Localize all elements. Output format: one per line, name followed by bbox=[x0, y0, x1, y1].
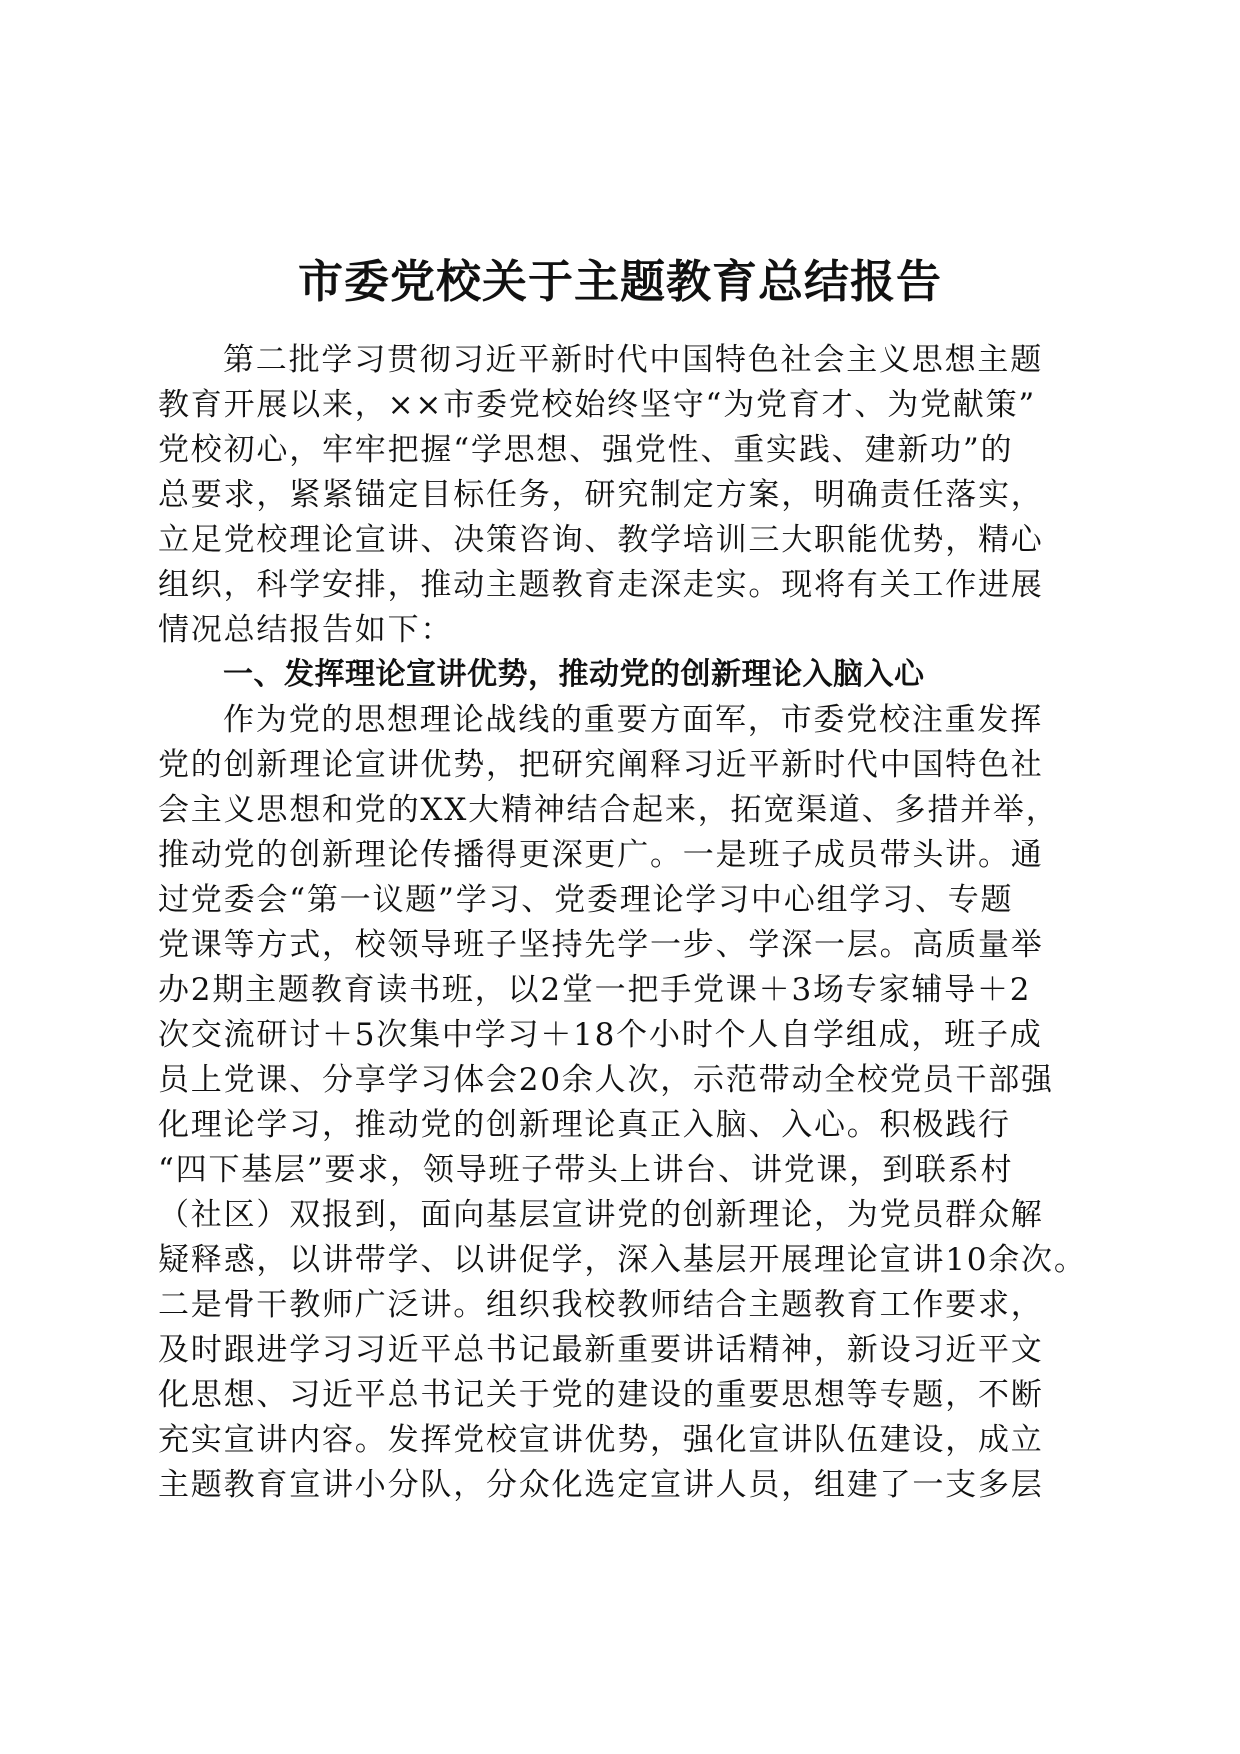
section-1-line-15: 及时跟进学习习近平总书记最新重要讲话精神，新设习近平文 bbox=[158, 1332, 1044, 1368]
section-1-line-10: 化理论学习，推动党的创新理论真正入脑、入心。积极践行 bbox=[158, 1107, 1011, 1143]
section-1-heading: 一、发挥理论宣讲优势，推动党的创新理论入脑入心 bbox=[223, 657, 925, 692]
intro-line-6: 组织，科学安排，推动主题教育走深走实。现将有关工作进展 bbox=[158, 567, 1044, 603]
section-1-line-17: 充实宣讲内容。发挥党校宣讲优势，强化宣讲队伍建设，成立 bbox=[158, 1422, 1044, 1458]
intro-line-7: 情况总结报告如下： bbox=[158, 612, 454, 648]
section-1-line-5: 过党委会“第一议题”学习、党委理论学习中心组学习、专题 bbox=[158, 882, 1014, 918]
section-1-line-1: 作为党的思想理论战线的重要方面军，市委党校注重发挥 bbox=[223, 702, 1043, 738]
section-1-line-16: 化思想、习近平总书记关于党的建设的重要思想等专题，不断 bbox=[158, 1377, 1044, 1413]
section-1-line-13: 疑释惑，以讲带学、以讲促学，深入基层开展理论宣讲10余次。 bbox=[158, 1242, 1087, 1278]
intro-line-3: 党校初心，牢牢把握“学思想、强党性、重实践、建新功”的 bbox=[158, 432, 1014, 468]
section-1-line-9: 员上党课、分享学习体会20余人次，示范带动全校党员干部强 bbox=[158, 1062, 1054, 1098]
section-1-line-6: 党课等方式，校领导班子坚持先学一步、学深一层。高质量举 bbox=[158, 927, 1044, 963]
section-1-line-2: 党的创新理论宣讲优势，把研究阐释习近平新时代中国特色社 bbox=[158, 747, 1044, 783]
section-1-line-8: 次交流研讨＋5次集中学习＋18个小时个人自学组成，班子成 bbox=[158, 1017, 1043, 1053]
document-title: 市委党校关于主题教育总结报告 bbox=[297, 255, 942, 308]
intro-line-1: 第二批学习贯彻习近平新时代中国特色社会主义思想主题 bbox=[223, 342, 1043, 378]
section-1-line-14: 二是骨干教师广泛讲。组织我校教师结合主题教育工作要求， bbox=[158, 1287, 1044, 1323]
section-1-line-11: “四下基层”要求，领导班子带头上讲台、讲党课，到联系村 bbox=[158, 1152, 1014, 1188]
section-1-line-12: （社区）双报到，面向基层宣讲党的创新理论，为党员群众解 bbox=[158, 1197, 1044, 1233]
intro-line-2: 教育开展以来，××市委党校始终坚守“为党育才、为党献策” bbox=[158, 387, 1037, 423]
section-1-line-4: 推动党的创新理论传播得更深更广。一是班子成员带头讲。通 bbox=[158, 837, 1044, 873]
section-1-line-18: 主题教育宣讲小分队，分众化选定宣讲人员，组建了一支多层 bbox=[158, 1467, 1044, 1503]
section-1-line-3: 会主义思想和党的XX大精神结合起来，拓宽渠道、多措并举， bbox=[158, 792, 1059, 828]
section-1-line-7: 办2期主题教育读书班，以2堂一把手党课＋3场专家辅导＋2 bbox=[158, 972, 1032, 1008]
intro-line-4: 总要求，紧紧锚定目标任务，研究制定方案，明确责任落实， bbox=[158, 477, 1044, 513]
intro-line-5: 立足党校理论宣讲、决策咨询、教学培训三大职能优势，精心 bbox=[158, 522, 1044, 558]
